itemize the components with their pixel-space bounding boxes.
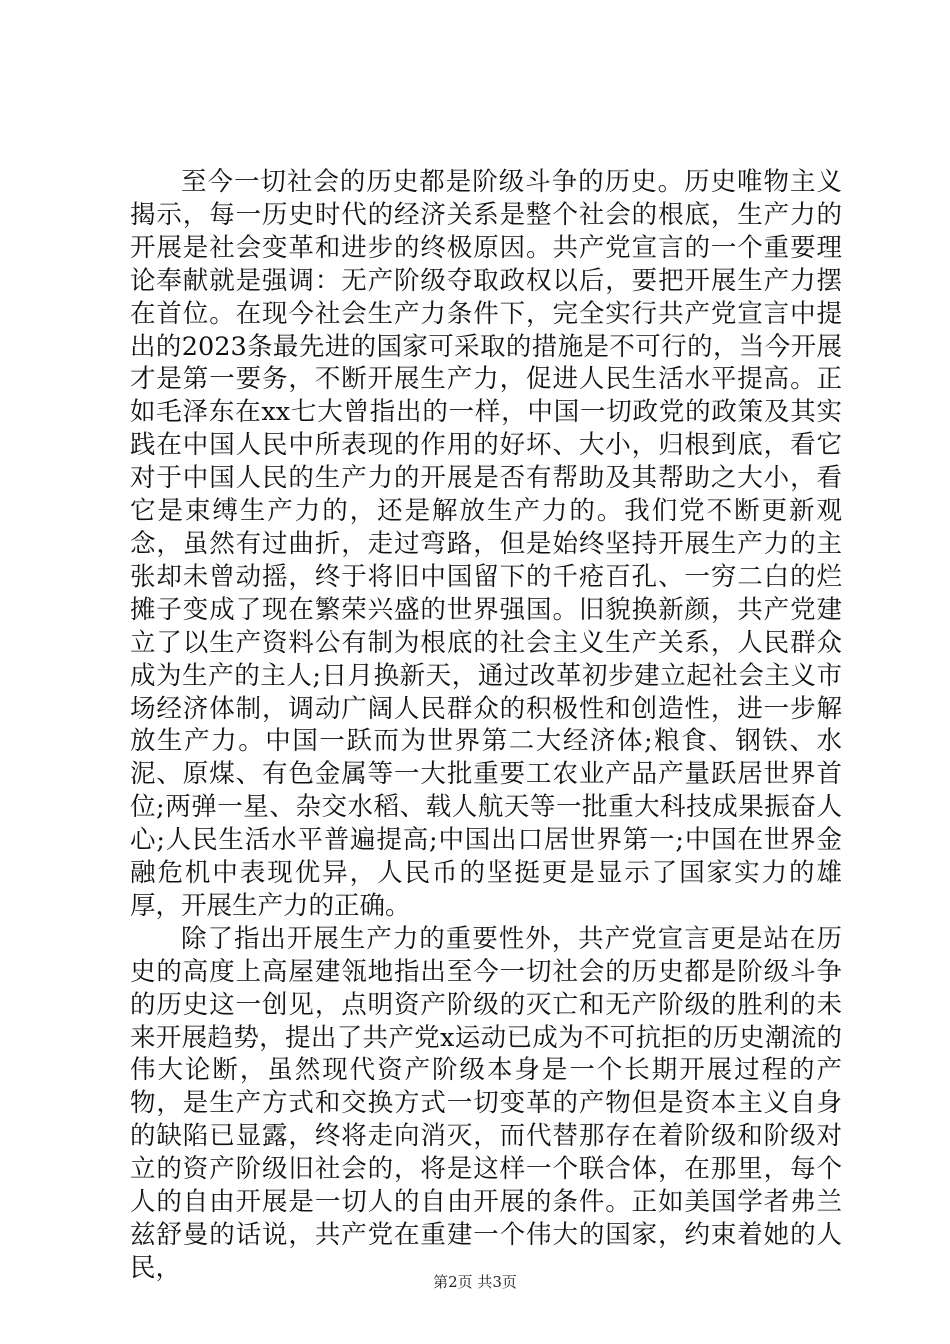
paragraph-2: 除了指出开展生产力的重要性外，共产党宣言更是站在历史的高度上高屋建瓴地指出至今一切社会的历史都是阶级斗争的历史这一创见，点明资产阶级的灭亡和无产阶级的胜利的未来开展趋势，提出了共产党x运动已成为不可抗拒的历史潮流的伟大论断，虽然现代资产阶级本身是一个长期开展过程的产物，是生产方式和交换方式一切变革的产物但是资本主义自身的缺陷已显露，终将走向消灭，而代替那存在着阶级和阶级对立的资产阶级旧社会的，将是这样一个联合体，在那里，每个人的自由开展是一切人的自由开展的条件。正如美国学者弗兰兹舒曼的话说，共产党在重建一个伟大的国家，约束着她的人民， [130,923,842,1283]
paragraph-1: 至今一切社会的历史都是阶级斗争的历史。历史唯物主义揭示，每一历史时代的经济关系是整个社会的根底，生产力的开展是社会变革和进步的终极原因。共产党宣言的一个重要理论奉献就是强调：无产阶级夺取政权以后，要把开展生产力摆在首位。在现今社会生产力条件下，完全实行共产党宣言中提出的2023条最先进的国家可采取的措施是不可行的，当今开展才是第一要务，不断开展生产力，促进人民生活水平提高。正如毛泽东在xx七大曾指出的一样，中国一切政党的政策及其实践在中国人民中所表现的作用的好坏、大小，归根到底，看它对于中国人民的生产力的开展是否有帮助及其帮助之大小，看它是束缚生产力的，还是解放生产力的。我们党不断更新观念，虽然有过曲折，走过弯路，但是始终坚持开展生产力的主张却未曾动摇，终于将旧中国留下的千疮百孔、一穷二白的烂摊子变成了现在繁荣兴盛的世界强国。旧貌换新颜，共产党建立了以生产资料公有制为根底的社会主义生产关系，人民群众成为生产的主人;日月换新天，通过改革初步建立起社会主义市场经济体制，调动广阔人民群众的积极性和创造性，进一步解放生产力。中国一跃而为世界第二大经济体;粮食、钢铁、水泥、原煤、有色金属等一大批重要工农业产品产量跃居世界首位;两弹一星、杂交水稻、载人航天等一批重大科技成果振奋人心;人民生活水平普遍提高;中国出口居世界第一;中国在世界金融危机中表现优异，人民币的坚挺更是显示了国家实力的雄厚，开展生产力的正确。 [130,167,842,921]
document-body [130,166,842,1285]
page-number-footer: 第2页 共3页 [433,1273,517,1291]
